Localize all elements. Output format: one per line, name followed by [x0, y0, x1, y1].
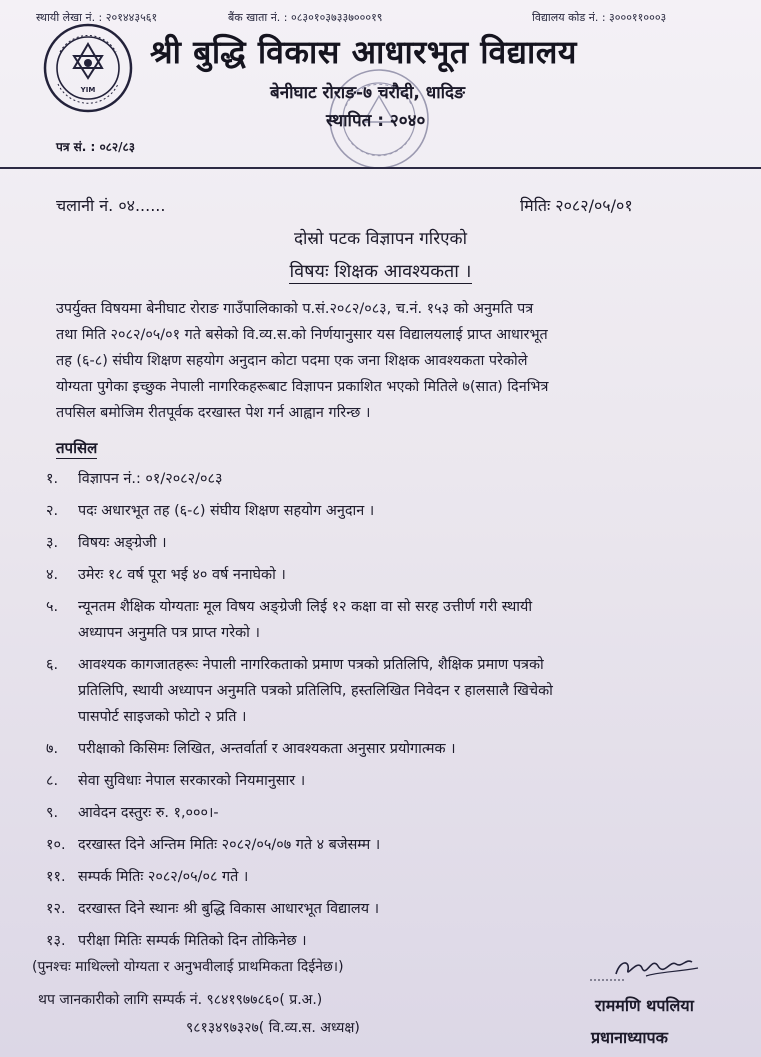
- detail-item: [46, 530, 746, 556]
- detail-number: १०.: [46, 837, 66, 853]
- detail-text: विज्ञापन नं.: ०१/२०८२/०८३: [78, 471, 223, 487]
- detail-text: पदः अधारभूत तह (६-८) संघीय शिक्षण सहयोग अनुदान ।: [78, 503, 375, 519]
- detail-item: [46, 928, 746, 954]
- detail-text: न्यूनतम शैक्षिक योग्यताः मूल विषय अङ्ग्रेजी लिई १२ कक्षा वा सो सरह उत्तीर्ण गरी स्थायी: [78, 599, 533, 615]
- detail-text: प्रतिलिपि, स्थायी अध्यापन अनुमति पत्रको प्रतिलिपि, हस्तलिखित निवेदन र हालसालै खिचेको: [78, 683, 553, 699]
- detail-number: ६.: [46, 657, 59, 673]
- logo-text: YIM: [80, 86, 96, 94]
- letter-number: पत्र सं. : ०८२/८३: [56, 140, 136, 154]
- handwritten-signature: [586, 952, 704, 986]
- detail-text: सेवा सुविधाः नेपाल सरकारको नियमानुसार ।: [78, 773, 306, 789]
- signatory-name: राममणि थपलिया: [595, 996, 694, 1015]
- school-code: विद्यालय कोड नं. : ३०००११०००३: [532, 11, 667, 24]
- school-name: श्री बुद्धि विकास आधारभूत विद्यालय: [150, 33, 577, 71]
- details-heading: तपसिल: [56, 439, 98, 457]
- detail-text: अध्यापन अनुमति पत्र प्राप्त गरेको ।: [78, 625, 260, 641]
- school-address: बेनीघाट रोराङ-७ चरौदी, धादिङ: [270, 83, 465, 103]
- detail-number: ३.: [46, 535, 59, 551]
- detail-text: उमेरः १८ वर्ष पूरा भई ४० वर्ष ननाघेको ।: [78, 567, 286, 583]
- postscript-note: (पुनश्चः माथिल्लो योग्यता र अनुभवीलाई प्राथमिकता दिईनेछ।): [32, 959, 344, 975]
- detail-text: दरखास्त दिने अन्तिम मितिः २०८२/०५/०७ गते ४ बजेसम्म ।: [78, 837, 381, 853]
- detail-item: [46, 768, 746, 794]
- school-logo: [42, 22, 134, 114]
- detail-number: ११.: [46, 869, 66, 885]
- detail-item: [46, 800, 746, 826]
- bank-account-no: बैंक खाता नं. : ०८३०१०३७३३७०००१९: [228, 11, 383, 24]
- detail-number: ५.: [46, 599, 59, 615]
- body-line: तह (६-८) संघीय शिक्षण सहयोग अनुदान कोटा पदमा एक जना शिक्षक आवश्यकता परेकोले: [56, 353, 528, 369]
- detail-number: १२.: [46, 901, 66, 917]
- detail-item: [46, 466, 746, 492]
- detail-text: परीक्षा मितिः सम्पर्क मितिको दिन तोकिनेछ ।: [78, 933, 307, 949]
- detail-number: ७.: [46, 741, 59, 757]
- subject-line: [0, 259, 761, 283]
- detail-text: पासपोर्ट साइजको फोटो २ प्रति ।: [78, 709, 247, 725]
- notice-type: दोस्रो पटक विज्ञापन गरिएको: [293, 229, 468, 249]
- established-year: स्थापित : २०४०: [326, 111, 426, 131]
- detail-item: [46, 864, 746, 890]
- permanent-account-no: स्थायी लेखा नं. : २०१४४३५६१: [36, 11, 158, 24]
- detail-number: ८.: [46, 773, 59, 789]
- detail-text: आवश्यक कागजातहरूः नेपाली नागरिकताको प्रमाण पत्रको प्रतिलिपि, शैक्षिक प्रमाण पत्रको: [78, 657, 544, 673]
- detail-number: १३.: [46, 933, 66, 949]
- body-line: उपर्युक्त विषयमा बेनीघाट रोराङ गाउँपालिकाको प.सं.२०८२/०८३, च.नं. १५३ को अनुमति पत्र: [56, 301, 534, 317]
- detail-item: [46, 562, 746, 588]
- detail-text: परीक्षाको किसिमः लिखित, अन्तर्वार्ता र आवश्यकता अनुसार प्रयोगात्मक ।: [78, 741, 456, 757]
- body-paragraph: [56, 296, 736, 426]
- detail-number: ४.: [46, 567, 59, 583]
- contact-principal: थप जानकारीको लागि सम्पर्क नं. ९८४१९७७८६०( प्र.अ.): [38, 992, 323, 1008]
- detail-text: आवेदन दस्तुरः रु. १,०००।-: [78, 805, 219, 821]
- detail-item: [46, 652, 746, 730]
- body-line: तथा मिति २०८२/०५/०१ गते बसेको वि.व्य.स.को निर्णयानुसार यस विद्यालयलाई प्राप्त आधारभूत: [56, 327, 548, 343]
- detail-item: [46, 594, 746, 646]
- signatory-title: प्रधानाध्यापक: [591, 1028, 668, 1047]
- detail-item: [46, 736, 746, 762]
- contact-chairperson: ९८१३४९७३२७( वि.व्य.स. अध्यक्ष): [186, 1020, 360, 1036]
- header-divider: [0, 167, 761, 169]
- detail-number: ९.: [46, 805, 59, 821]
- detail-item: [46, 832, 746, 858]
- body-line: तपसिल बमोजिम रीतपूर्वक दरखास्त पेश गर्न आह्वान गरिन्छ ।: [56, 405, 371, 421]
- detail-number: २.: [46, 503, 59, 519]
- detail-text: सम्पर्क मितिः २०८२/०५/०८ गते ।: [78, 869, 249, 885]
- detail-text: दरखास्त दिने स्थानः श्री बुद्धि विकास आधारभूत विद्यालय ।: [78, 901, 380, 917]
- detail-number: १.: [46, 471, 59, 487]
- detail-item: [46, 498, 746, 524]
- detail-item: [46, 896, 746, 922]
- subject-text: विषयः शिक्षक आवश्यकता ।: [289, 261, 472, 282]
- dispatch-number: चलानी नं. ०४......: [56, 196, 166, 215]
- body-line: योग्यता पुगेका इच्छुक नेपाली नागरिकहरूबाट विज्ञापन प्रकाशित भएको मितिले ७(सात) दिनभित्र: [56, 379, 549, 395]
- detail-text: विषयः अङ्ग्रेजी ।: [78, 535, 167, 551]
- letter-date: मितिः २०८२/०५/०१: [520, 196, 633, 215]
- details-list: [46, 466, 746, 960]
